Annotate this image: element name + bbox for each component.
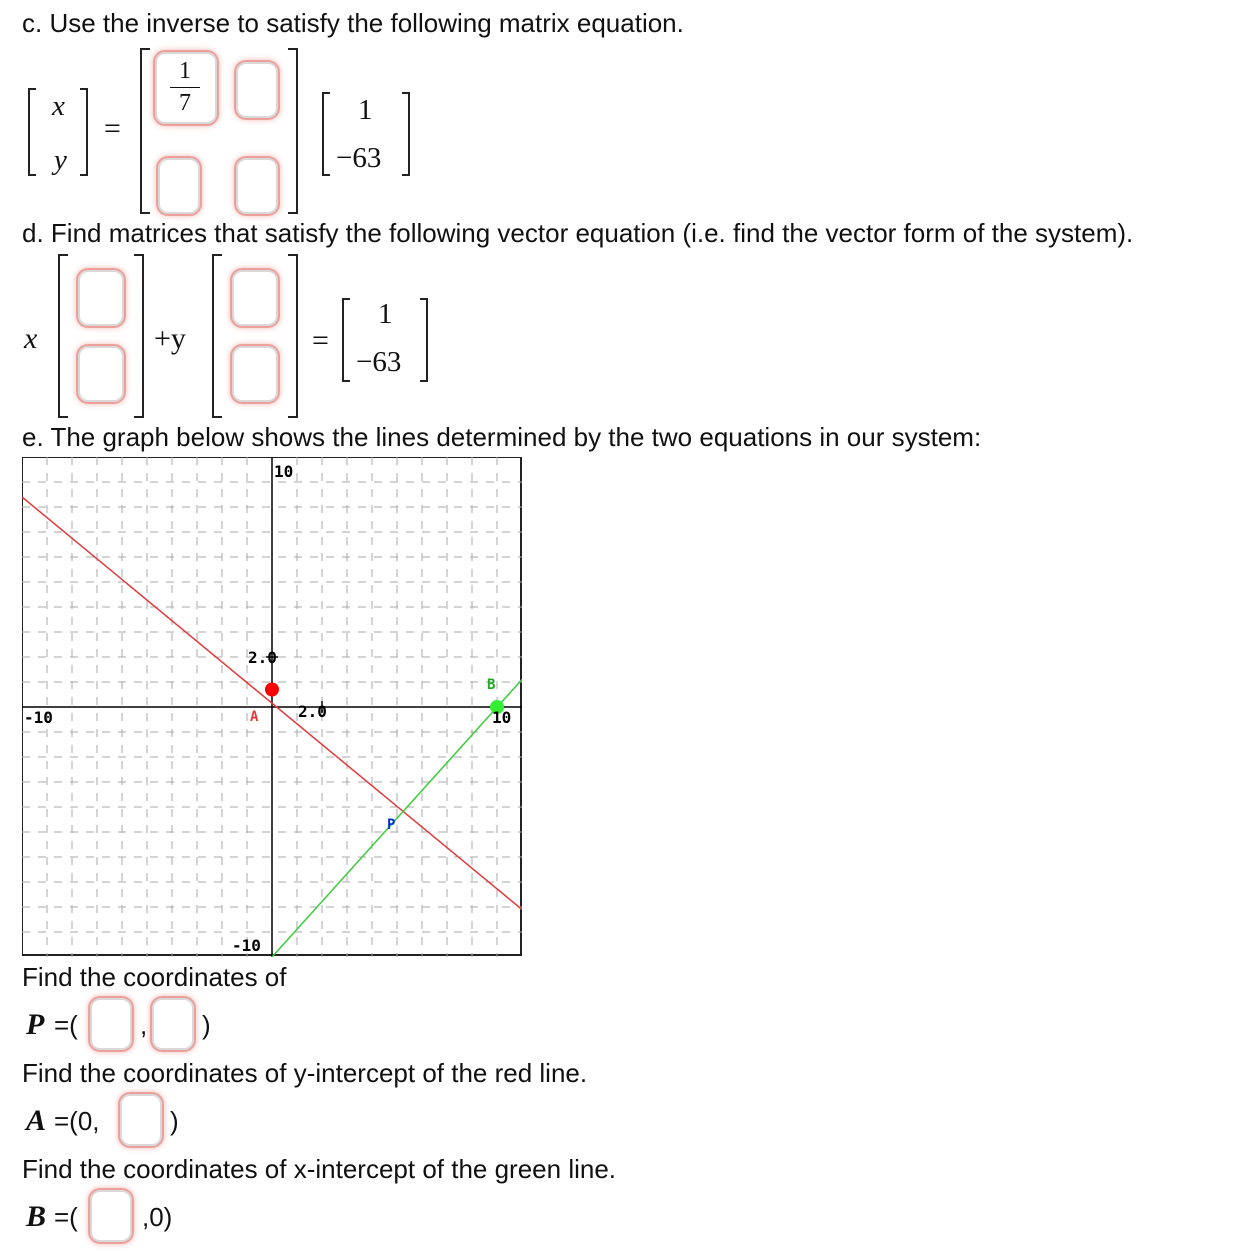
b-label: B <box>26 1200 47 1233</box>
p-comma: , <box>140 1010 148 1040</box>
p-label: P <box>26 1008 45 1041</box>
d-rhs-bracket-left <box>342 298 350 382</box>
fraction-denominator: 7 <box>179 90 191 116</box>
inverse-matrix-a22-input[interactable] <box>236 158 278 214</box>
y-intercept-label: Find the coordinates of y-intercept of the red line. <box>22 1058 588 1088</box>
point-p-label: P <box>387 817 396 833</box>
p-eq-open: =( <box>54 1010 78 1040</box>
a-y-input[interactable] <box>120 1094 162 1146</box>
b-eq-open: =( <box>54 1202 78 1232</box>
b-x-input[interactable] <box>90 1190 132 1242</box>
p-x-input[interactable] <box>90 998 132 1050</box>
a-close-paren: ) <box>170 1106 179 1136</box>
rhs-bottom: −63 <box>336 142 382 174</box>
d-vec1-top-input[interactable] <box>78 270 124 326</box>
rhs-bracket-left <box>322 92 330 176</box>
d-x-label: x <box>24 322 38 355</box>
d-vec1-bottom-input[interactable] <box>78 346 124 402</box>
part-e-heading: e. The graph below shows the lines determined by the two equations in our system: <box>22 422 982 452</box>
x-intercept-label: Find the coordinates of x-intercept of the green line. <box>22 1154 617 1184</box>
inverse-matrix-a12-input[interactable] <box>236 62 278 118</box>
axis-label-top: 10 <box>274 462 294 481</box>
d-vec1-bracket-right <box>134 254 144 418</box>
inverse-bracket-right <box>288 48 298 214</box>
lhs-bracket-right <box>80 88 88 176</box>
d-vec2-bracket-right <box>288 254 298 418</box>
fraction-numerator: 1 <box>179 58 191 84</box>
a-label: A <box>26 1104 47 1137</box>
x-tick-label: 2.0 <box>298 702 327 721</box>
d-vec2-top-input[interactable] <box>232 270 278 326</box>
p-close-paren: ) <box>202 1010 211 1040</box>
d-rhs-top: 1 <box>378 298 393 330</box>
point-a <box>265 683 279 697</box>
p-y-input[interactable] <box>152 998 194 1050</box>
inverse-a11-fraction <box>170 58 200 117</box>
d-rhs-bracket-right <box>420 298 428 382</box>
lhs-bracket-left <box>28 88 36 176</box>
equals-sign: = <box>104 112 121 145</box>
d-vec2-bracket-left <box>212 254 222 418</box>
d-vec2-bottom-input[interactable] <box>232 346 278 402</box>
lhs-y: y <box>54 144 67 176</box>
d-vec1-bracket-left <box>58 254 68 418</box>
rhs-bracket-right <box>402 92 410 176</box>
axis-label-left: -10 <box>24 708 53 727</box>
lhs-x: x <box>52 90 65 122</box>
point-b-label: B <box>487 677 496 693</box>
a-prefix: =(0, <box>54 1106 100 1136</box>
inverse-matrix-a21-input[interactable] <box>158 158 200 214</box>
axis-label-bottom: -10 <box>232 936 261 955</box>
rhs-top: 1 <box>358 94 373 126</box>
y-tick-label: 2.0 <box>248 648 277 667</box>
axis-label-right: 10 <box>492 708 512 727</box>
d-plus-y-label: +y <box>154 322 186 355</box>
d-rhs-bottom: −63 <box>356 346 402 378</box>
graph <box>22 457 522 957</box>
d-equals-sign: = <box>312 324 329 357</box>
b-suffix: ,0) <box>142 1202 173 1232</box>
part-c-heading: c. Use the inverse to satisfy the following matrix equation. <box>22 8 684 38</box>
point-a-label: A <box>250 709 259 725</box>
find-coords-label: Find the coordinates of <box>22 962 287 992</box>
inverse-bracket-left <box>140 48 150 214</box>
part-d-heading: d. Find matrices that satisfy the following vector equation (i.e. find the vector form of the system). <box>22 218 1134 248</box>
